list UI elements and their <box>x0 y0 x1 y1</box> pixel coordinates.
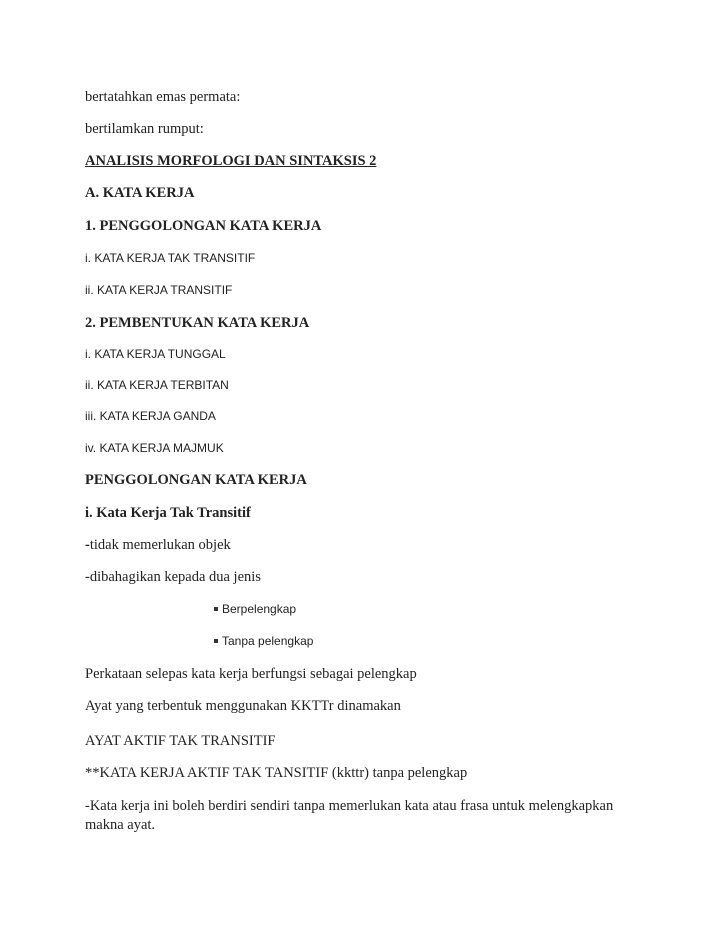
paragraph-kata-kerja-boleh: -Kata kerja ini boleh berdiri sendiri tanpa memerlukan kata atau frasa untuk melengkapkan makna ayat. <box>85 798 614 833</box>
list-item-transitif: ii. KATA KERJA TRANSITIF <box>85 283 233 297</box>
list-item-terbitan: ii. KATA KERJA TERBITAN <box>85 378 229 392</box>
subheading-tak-transitif: i. Kata Kerja Tak Transitif <box>85 505 251 521</box>
text-line-perkataan: Perkataan selepas kata kerja berfungsi sebagai pelengkap <box>85 666 417 682</box>
heading-pembentukan: 2. PEMBENTUKAN KATA KERJA <box>85 315 310 331</box>
list-item-tak-transitif: i. KATA KERJA TAK TRANSITIF <box>85 251 256 265</box>
heading-kata-kerja: A. KATA KERJA <box>85 185 195 201</box>
heading-penggolongan: 1. PENGGOLONGAN KATA KERJA <box>85 218 322 234</box>
text-line-kata-kerja-aktif: **KATA KERJA AKTIF TAK TANSITIF (kkttr) tanpa pelengkap <box>85 765 468 781</box>
text-line-tidak-memerlukan <box>85 537 231 554</box>
section-heading-analisis: ANALISIS MORFOLOGI DAN SINTAKSIS 2 <box>85 153 377 169</box>
bullet-label: Berpelengkap <box>222 602 297 616</box>
bullet-item-berpelengkap <box>214 602 296 616</box>
text-line-dibahagikan: -dibahagikan kepada dua jenis <box>85 569 261 585</box>
list-item-ganda: iii. KATA KERJA GANDA <box>85 409 216 423</box>
heading-penggolongan-2: PENGGOLONGAN KATA KERJA <box>85 472 307 488</box>
bullet-square-icon <box>214 639 218 643</box>
bullet-square-icon <box>214 607 218 611</box>
text-line-ayat-terbentuk: Ayat yang terbentuk menggunakan KKTTr dinamakan <box>85 698 401 714</box>
text-tidak-memerlukan: tidak memerlukan objek <box>89 537 231 553</box>
text-line-ayat-aktif: AYAT AKTIF TAK TRANSITIF <box>85 733 276 749</box>
list-item-majmuk: iv. KATA KERJA MAJMUK <box>85 441 224 455</box>
bullet-item-tanpa-pelengkap <box>214 634 313 648</box>
bullet-label: Tanpa pelengkap <box>222 634 314 648</box>
dash-mark: - <box>85 537 90 553</box>
list-item-tunggal: i. KATA KERJA TUNGGAL <box>85 347 226 361</box>
text-line-bertilamkan: bertilamkan rumput: <box>85 121 204 137</box>
text-line-bertatahkan: bertatahkan emas permata: <box>85 89 241 105</box>
